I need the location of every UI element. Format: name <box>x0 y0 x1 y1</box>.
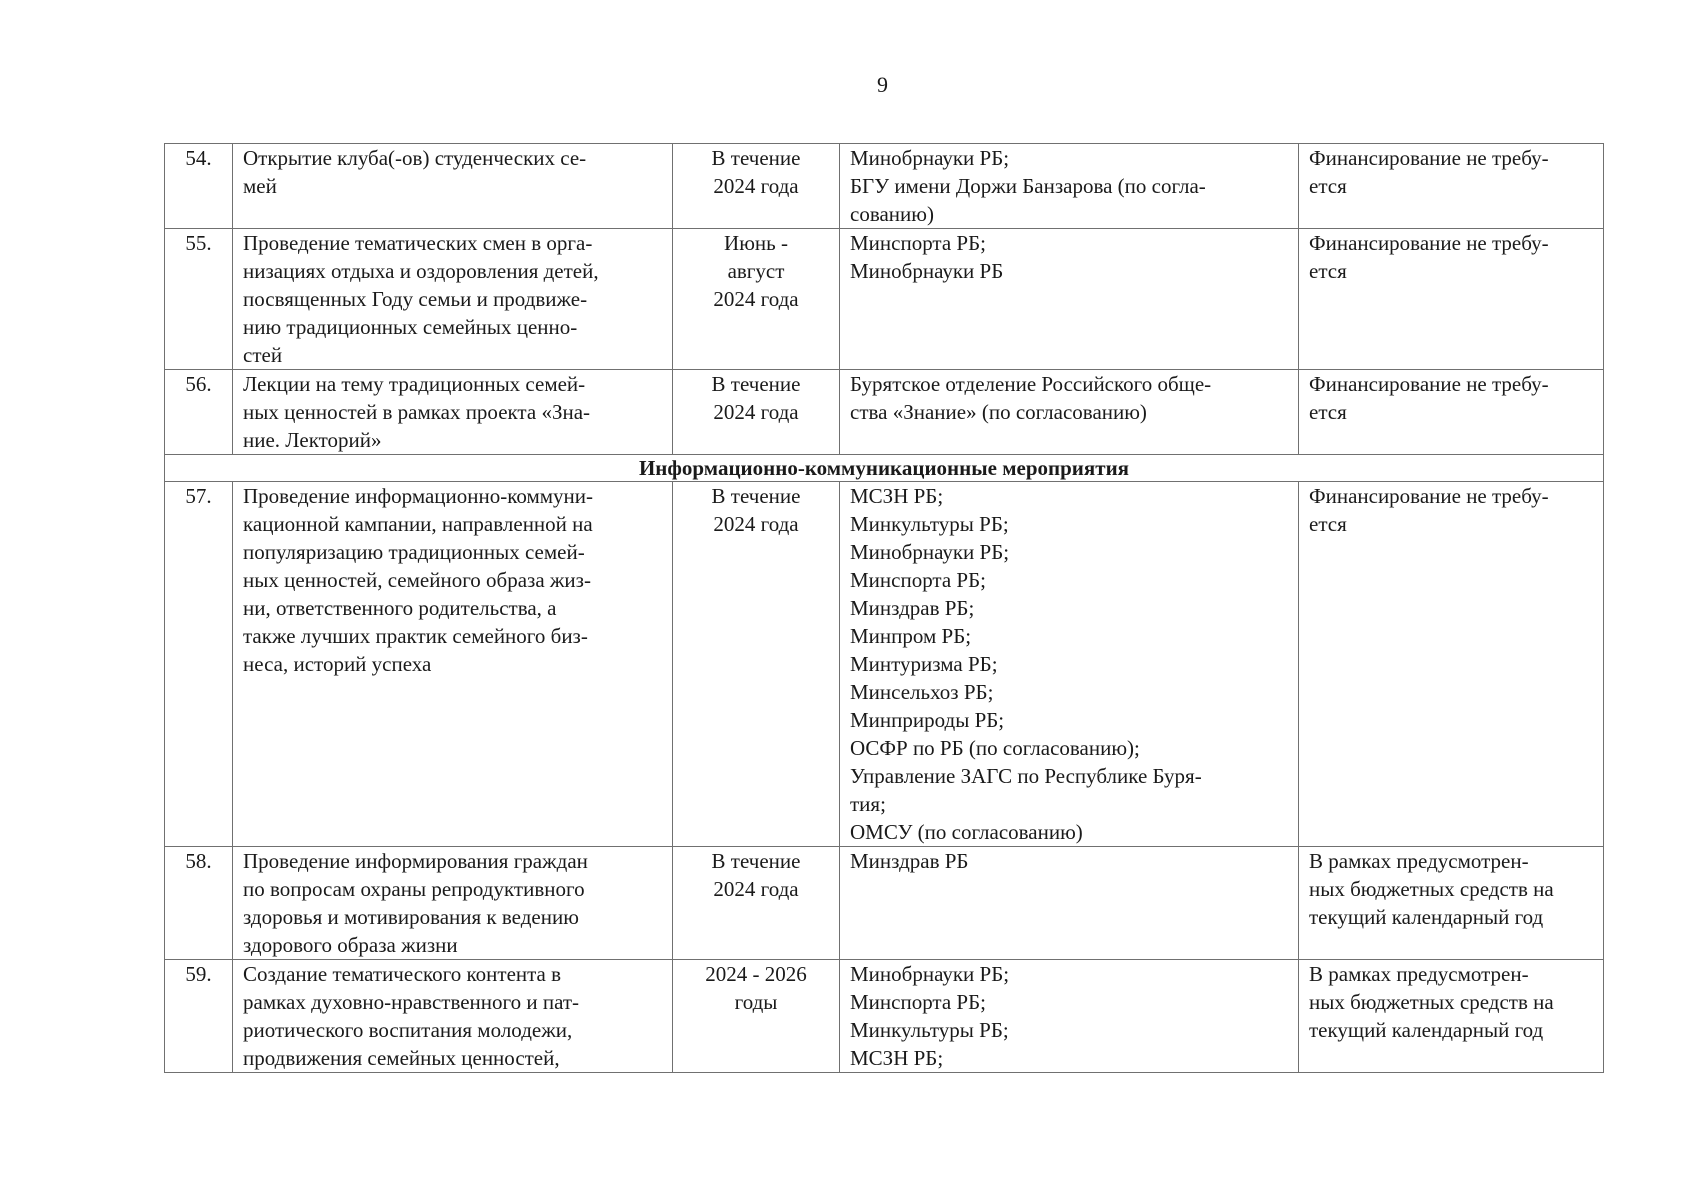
event-cell-line: низациях отдыха и оздоровления детей, <box>243 259 599 283</box>
term-cell-line: 2024 - 2026 <box>705 962 807 986</box>
executors-cell-line: Минобрнауки РБ <box>850 259 1004 283</box>
executors-cell-line: Минобрнауки РБ; <box>850 146 1010 170</box>
executors-cell-line: Минздрав РБ; <box>850 596 975 620</box>
term-cell-line: 2024 года <box>713 877 799 901</box>
executors-cell-line: Управление ЗАГС по Республике Буря- <box>850 764 1202 788</box>
row-number: 56. <box>165 370 233 455</box>
funding-cell-line: Финансирование не требу- <box>1309 484 1549 508</box>
event-cell-line: Проведение тематических смен в орга- <box>243 231 593 255</box>
event-cell-line: здорового образа жизни <box>243 933 458 957</box>
term-cell-line: Июнь - <box>724 231 788 255</box>
row-number: 58. <box>165 847 233 960</box>
executors-cell-line: ОМСУ (по согласованию) <box>850 820 1083 844</box>
event-cell-line: ных ценностей, семейного образа жиз- <box>243 568 591 592</box>
funding-cell-line: В рамках предусмотрен- <box>1309 849 1529 873</box>
event-cell <box>233 229 673 370</box>
measures-table <box>164 143 1604 1073</box>
event-cell <box>233 144 673 229</box>
executors-cell <box>840 960 1299 1073</box>
executors-cell <box>840 229 1299 370</box>
term-cell-line: В течение <box>711 372 801 396</box>
event-cell-line: мей <box>243 174 277 198</box>
event-cell-line: Создание тематического контента в <box>243 962 562 986</box>
executors-cell-line: Минспорта РБ; <box>850 231 987 255</box>
term-cell-line: В течение <box>711 146 801 170</box>
row-number: 55. <box>165 229 233 370</box>
event-cell <box>233 847 673 960</box>
page-number: 9 <box>877 72 888 97</box>
executors-cell-line: Минтуризма РБ; <box>850 652 998 676</box>
term-cell-line: В течение <box>711 849 801 873</box>
funding-cell <box>1299 482 1604 847</box>
event-cell-line: посвященных Году семьи и продвиже- <box>243 287 588 311</box>
funding-cell <box>1299 370 1604 455</box>
event-cell-line: ных ценностей в рамках проекта «Зна- <box>243 400 591 424</box>
event-cell <box>233 960 673 1073</box>
funding-cell-line: ных бюджетных средств на <box>1309 877 1554 901</box>
executors-cell-line: Бурятское отделение Российского обще- <box>850 372 1212 396</box>
term-cell-line: 2024 года <box>713 512 799 536</box>
executors-cell-line: Минобрнауки РБ; <box>850 540 1010 564</box>
executors-cell-line: Минздрав РБ <box>850 849 969 873</box>
funding-cell-line: текущий календарный год <box>1309 905 1544 929</box>
table-row <box>165 847 1604 960</box>
table-row <box>165 370 1604 455</box>
event-cell <box>233 370 673 455</box>
event-cell-line: неса, историй успеха <box>243 652 432 676</box>
table-row <box>165 960 1604 1073</box>
funding-cell-line: текущий календарный год <box>1309 1018 1544 1042</box>
row-number: 59. <box>165 960 233 1073</box>
executors-cell-line: Минобрнауки РБ; <box>850 962 1010 986</box>
term-cell-line: 2024 года <box>713 400 799 424</box>
executors-cell-line: Минспорта РБ; <box>850 568 987 592</box>
executors-cell <box>840 144 1299 229</box>
row-number: 57. <box>165 482 233 847</box>
executors-cell-line: БГУ имени Доржи Банзарова (по согла- <box>850 174 1206 198</box>
executors-cell-line: МСЗН РБ; <box>850 484 944 508</box>
term-cell-line: 2024 года <box>713 287 799 311</box>
term-cell <box>673 229 840 370</box>
executors-cell-line: сованию) <box>850 202 934 226</box>
event-cell-line: по вопросам охраны репродуктивного <box>243 877 585 901</box>
term-cell-line: 2024 года <box>713 174 799 198</box>
event-cell-line: кационной кампании, направленной на <box>243 512 593 536</box>
executors-cell-line: Минкультуры РБ; <box>850 512 1009 536</box>
term-cell-line: В течение <box>711 484 801 508</box>
executors-cell-line: тия; <box>850 792 886 816</box>
section-title: Информационно-коммуникационные мероприятия <box>165 455 1604 482</box>
event-cell-line: ни, ответственного родительства, а <box>243 596 557 620</box>
event-cell-line: нию традиционных семейных ценно- <box>243 315 578 339</box>
executors-cell-line: Минкультуры РБ; <box>850 1018 1009 1042</box>
table-row <box>165 229 1604 370</box>
funding-cell <box>1299 229 1604 370</box>
event-cell-line: Проведение информирования граждан <box>243 849 588 873</box>
executors-cell <box>840 482 1299 847</box>
funding-cell-line: ется <box>1309 174 1347 198</box>
funding-cell-line: Финансирование не требу- <box>1309 146 1549 170</box>
term-cell-line: годы <box>734 990 778 1014</box>
section-header-row <box>165 455 1604 482</box>
term-cell <box>673 847 840 960</box>
table-row <box>165 482 1604 847</box>
executors-cell <box>840 370 1299 455</box>
event-cell-line: также лучших практик семейного биз- <box>243 624 588 648</box>
executors-cell-line: МСЗН РБ; <box>850 1046 944 1070</box>
executors-cell-line: Минспорта РБ; <box>850 990 987 1014</box>
executors-cell <box>840 847 1299 960</box>
funding-cell-line: В рамках предусмотрен- <box>1309 962 1529 986</box>
event-cell-line: продвижения семейных ценностей, <box>243 1046 560 1070</box>
event-cell-line: популяризацию традиционных семей- <box>243 540 585 564</box>
term-cell <box>673 960 840 1073</box>
executors-cell-line: Минприроды РБ; <box>850 708 1005 732</box>
term-cell <box>673 370 840 455</box>
executors-cell-line: ства «Знание» (по согласованию) <box>850 400 1147 424</box>
row-number: 54. <box>165 144 233 229</box>
event-cell-line: Проведение информационно-коммуни- <box>243 484 594 508</box>
term-cell-line: август <box>727 259 785 283</box>
event-cell-line: рамках духовно-нравственного и пат- <box>243 990 580 1014</box>
event-cell-line: Открытие клуба(-ов) студенческих се- <box>243 146 587 170</box>
funding-cell <box>1299 960 1604 1073</box>
term-cell <box>673 482 840 847</box>
funding-cell-line: ется <box>1309 512 1347 536</box>
table-row <box>165 144 1604 229</box>
funding-cell-line: Финансирование не требу- <box>1309 372 1549 396</box>
funding-cell <box>1299 847 1604 960</box>
event-cell-line: здоровья и мотивирования к ведению <box>243 905 579 929</box>
executors-cell-line: Минсельхоз РБ; <box>850 680 994 704</box>
event-cell-line: стей <box>243 343 283 367</box>
event-cell <box>233 482 673 847</box>
funding-cell <box>1299 144 1604 229</box>
term-cell <box>673 144 840 229</box>
event-cell-line: ние. Лекторий» <box>243 428 382 452</box>
event-cell-line: риотического воспитания молодежи, <box>243 1018 573 1042</box>
executors-cell-line: Минпром РБ; <box>850 624 972 648</box>
executors-cell-line: ОСФР по РБ (по согласованию); <box>850 736 1140 760</box>
funding-cell-line: ется <box>1309 400 1347 424</box>
event-cell-line: Лекции на тему традиционных семей- <box>243 372 586 396</box>
funding-cell-line: ется <box>1309 259 1347 283</box>
funding-cell-line: Финансирование не требу- <box>1309 231 1549 255</box>
funding-cell-line: ных бюджетных средств на <box>1309 990 1554 1014</box>
